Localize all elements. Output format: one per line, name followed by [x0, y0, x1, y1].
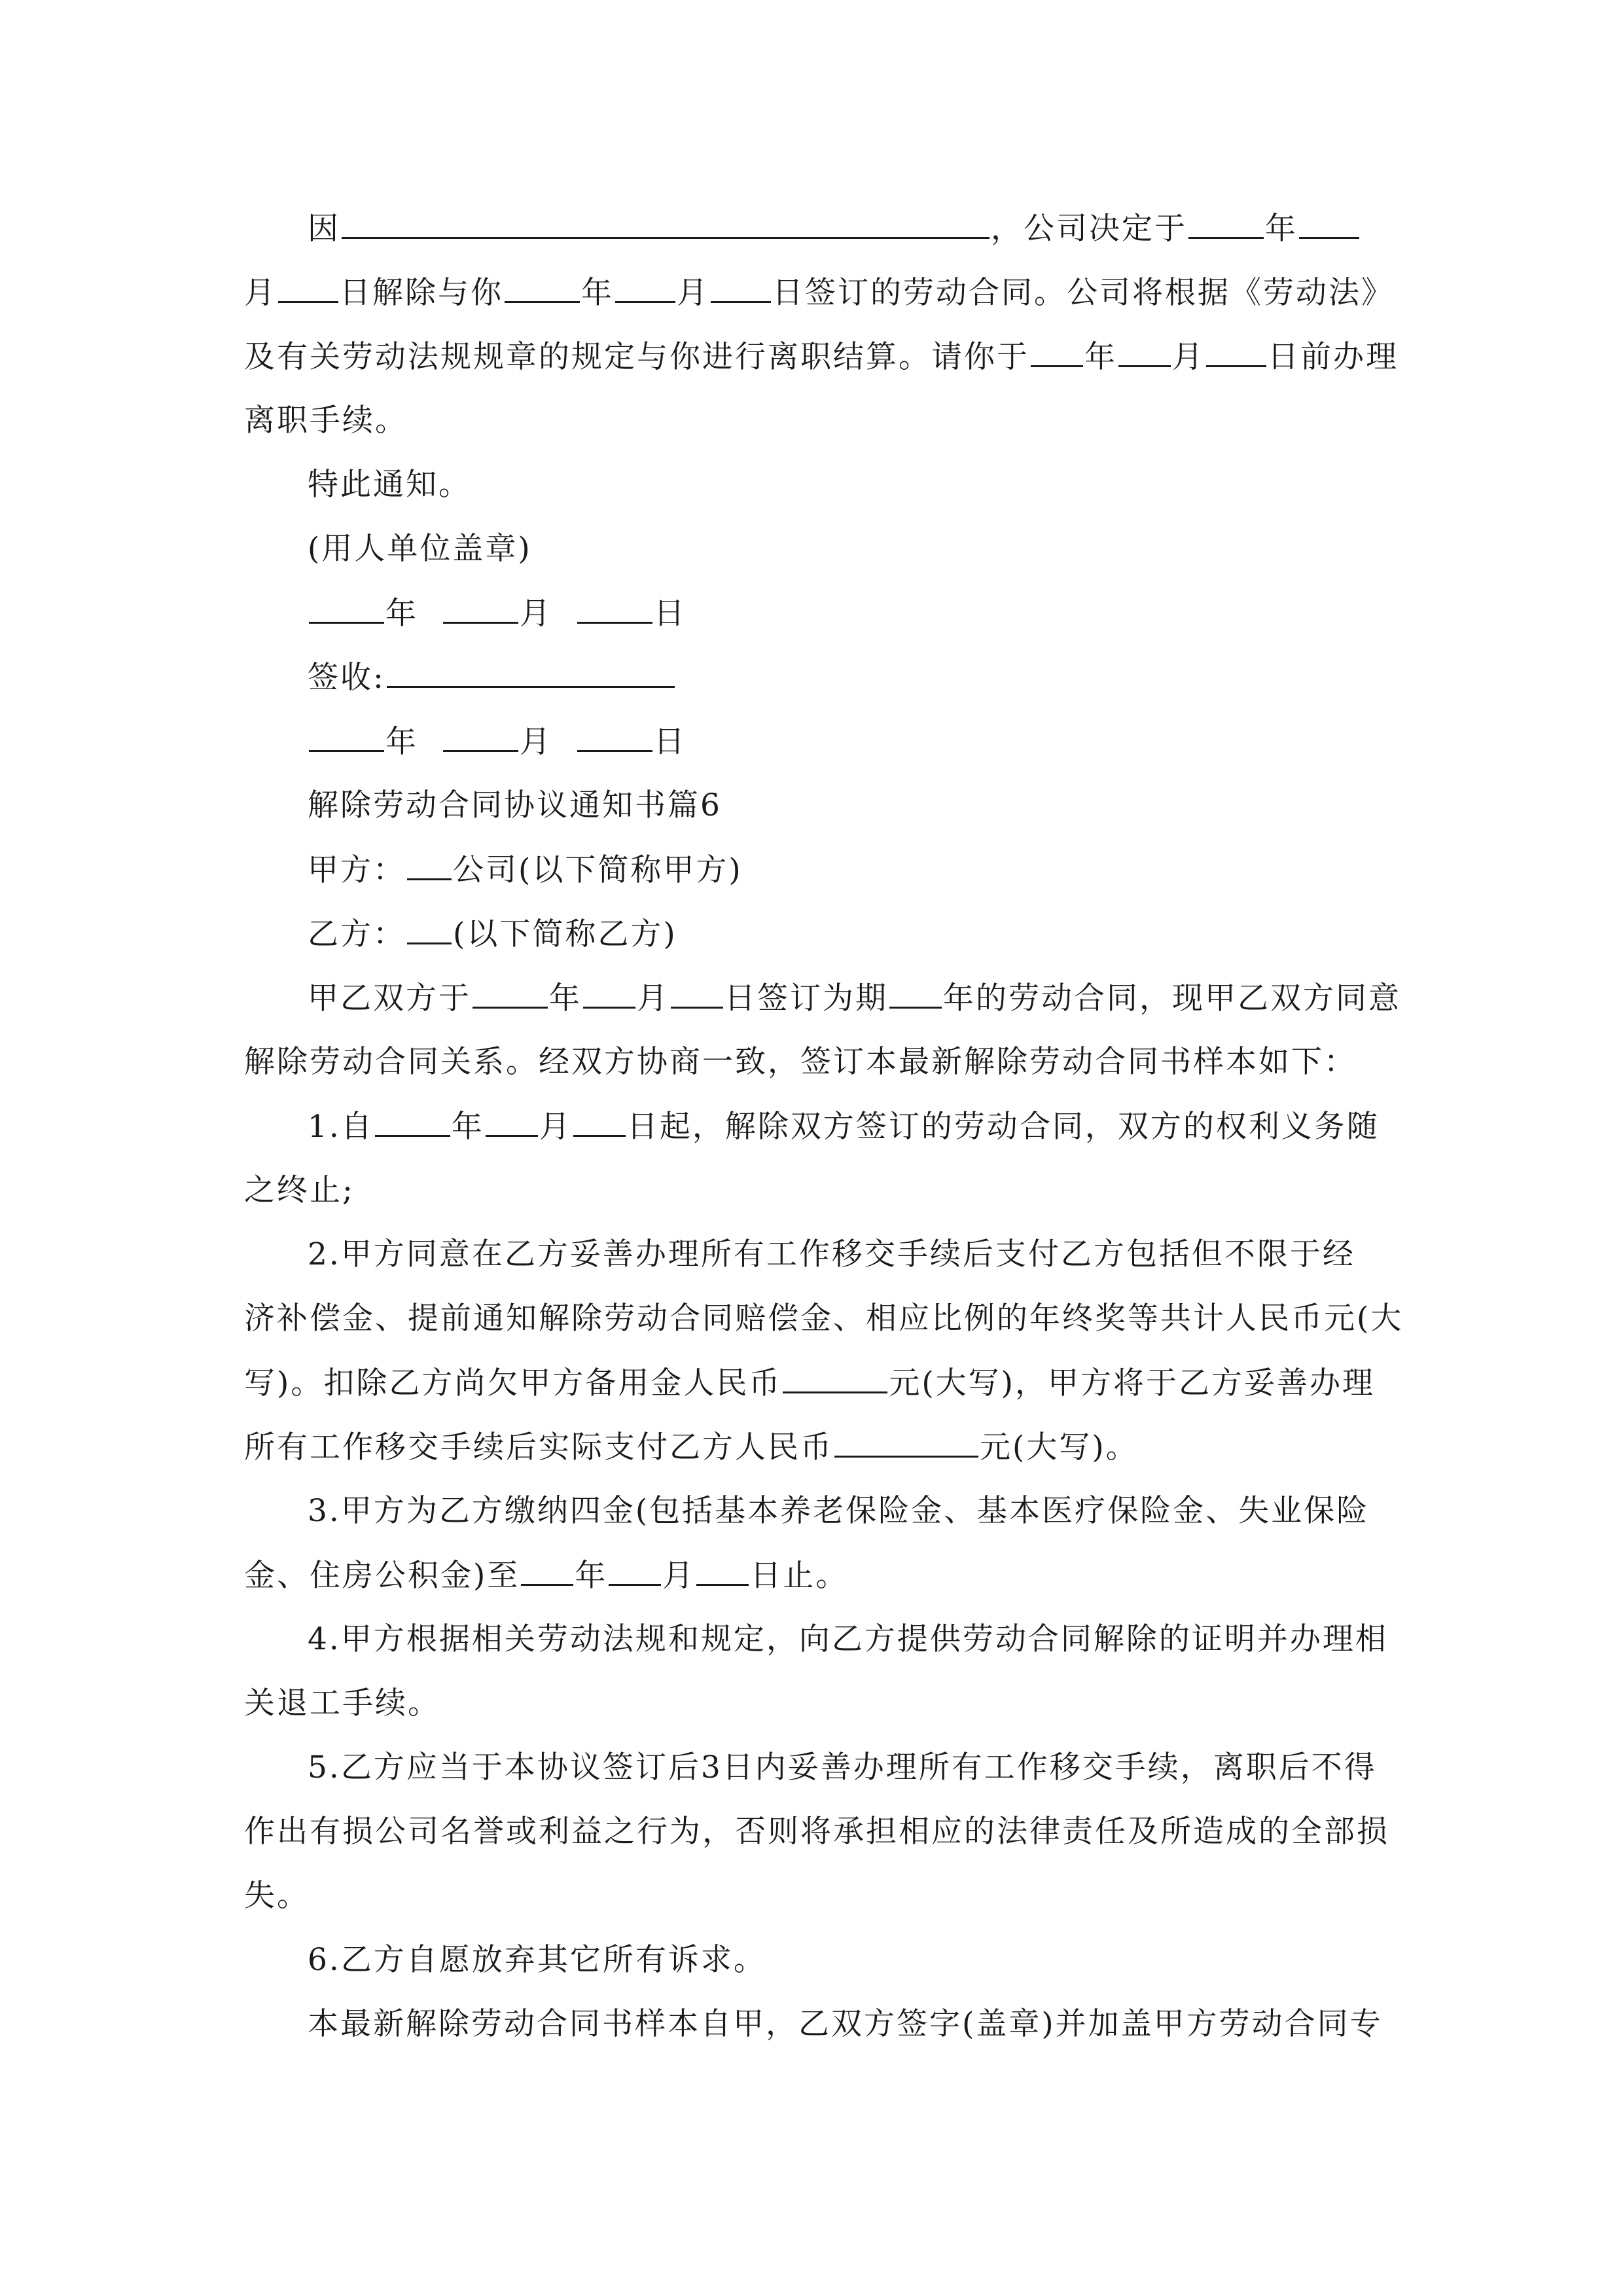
fill-blank[interactable] — [443, 581, 518, 624]
fill-blank[interactable] — [583, 966, 635, 1009]
paragraph-line: 解除劳动合同关系。经双方协商一致，签订本最新解除劳动合同书样本如下： — [244, 1044, 1357, 1080]
fill-blank[interactable] — [309, 709, 384, 752]
list-item-continuation: 之终止; — [244, 1172, 355, 1208]
paragraph-line: 月 日解除与你 年 月 日签订的劳动合同。公司将根据《劳动法》 — [244, 260, 1383, 325]
fill-blank[interactable] — [609, 1543, 661, 1586]
fill-blank[interactable] — [443, 709, 518, 752]
fill-blank[interactable] — [342, 196, 990, 239]
notice-text: 特此通知。 — [308, 467, 471, 503]
list-item-continuation: 关退工手续。 — [244, 1685, 440, 1721]
fill-blank[interactable] — [375, 1094, 450, 1137]
fill-blank[interactable] — [1188, 196, 1264, 239]
signature-line: 签收: — [308, 645, 1446, 709]
fill-blank[interactable] — [486, 1094, 538, 1137]
party-a-line: 甲方： 公司(以下简称甲方) — [308, 838, 1446, 902]
fill-blank[interactable] — [278, 260, 338, 303]
list-item-continuation: 作出有损公司名誉或利益之行为，否则将承担相应的法律责任及所造成的全部损 — [244, 1814, 1389, 1850]
section-title: 解除劳动合同协议通知书篇6 — [308, 787, 722, 823]
fill-blank[interactable] — [696, 1543, 749, 1586]
fill-blank[interactable] — [615, 260, 675, 303]
fill-blank[interactable] — [573, 1094, 626, 1137]
date-line: 年 月 日 — [308, 581, 1446, 645]
fill-blank[interactable] — [1118, 325, 1171, 367]
paragraph-line: 及有关劳动法规规章的规定与你进行离职结算。请你于 年 月 日前办理 — [244, 325, 1383, 389]
paragraph-line: 因 ，公司决定于 年 — [308, 196, 1446, 260]
fill-blank[interactable] — [473, 966, 548, 1009]
list-item-continuation: 济补偿金、提前通知解除劳动合同赔偿金、相应比例的年终奖等共计人民币元(大 — [244, 1300, 1404, 1336]
list-item-continuation: 失。 — [244, 1878, 310, 1914]
fill-blank[interactable] — [505, 260, 580, 303]
fill-blank[interactable] — [407, 902, 452, 944]
fill-blank[interactable] — [671, 966, 723, 1009]
list-item-continuation: 所有工作移交手续后实际支付乙方人民币 元(大写)。 — [244, 1415, 1383, 1479]
list-item: 2.甲方同意在乙方妥善办理所有工作移交手续后支付乙方包括但不限于经 — [308, 1236, 1355, 1272]
fill-blank[interactable] — [577, 581, 652, 624]
list-item: 4.甲方根据相关劳动法规和规定，向乙方提供劳动合同解除的证明并办理相 — [308, 1621, 1388, 1657]
paragraph-line: 甲乙双方于 年 月 日签订为期 年的劳动合同，现甲乙双方同意 — [308, 966, 1446, 1030]
fill-blank[interactable] — [407, 838, 452, 880]
fill-blank[interactable] — [1206, 325, 1266, 367]
fill-blank[interactable] — [834, 1415, 978, 1458]
fill-blank[interactable] — [521, 1543, 573, 1586]
closing-text: 本最新解除劳动合同书样本自甲，乙双方签字(盖章)并加盖甲方劳动合同专 — [308, 2006, 1383, 2042]
fill-blank[interactable] — [1031, 325, 1083, 367]
fill-blank[interactable] — [889, 966, 942, 1009]
signature-blank[interactable] — [387, 645, 675, 688]
fill-blank[interactable] — [711, 260, 771, 303]
paragraph-line: 离职手续。 — [244, 403, 408, 439]
list-item-continuation: 写)。扣除乙方尚欠甲方备用金人民币 元(大写)，甲方将于乙方妥善办理 — [244, 1351, 1383, 1415]
list-item: 1.自 年 月 日起，解除双方签订的劳动合同，双方的权利义务随 — [308, 1094, 1446, 1158]
fill-blank[interactable] — [1299, 196, 1359, 239]
list-item: 6.乙方自愿放弃其它所有诉求。 — [308, 1942, 766, 1978]
list-item-continuation: 金、住房公积金)至 年 月 日止。 — [244, 1543, 1383, 1607]
fill-blank[interactable] — [577, 709, 652, 752]
fill-blank[interactable] — [783, 1351, 887, 1393]
list-item: 5.乙方应当于本协议签订后3日内妥善办理所有工作移交手续，离职后不得 — [308, 1749, 1377, 1785]
date-line: 年 月 日 — [308, 709, 1446, 774]
seal-text: (用人单位盖章) — [308, 531, 532, 567]
party-b-line: 乙方： (以下简称乙方) — [308, 902, 1446, 966]
list-item: 3.甲方为乙方缴纳四金(包括基本养老保险金、基本医疗保险金、失业保险 — [308, 1493, 1370, 1529]
fill-blank[interactable] — [309, 581, 384, 624]
